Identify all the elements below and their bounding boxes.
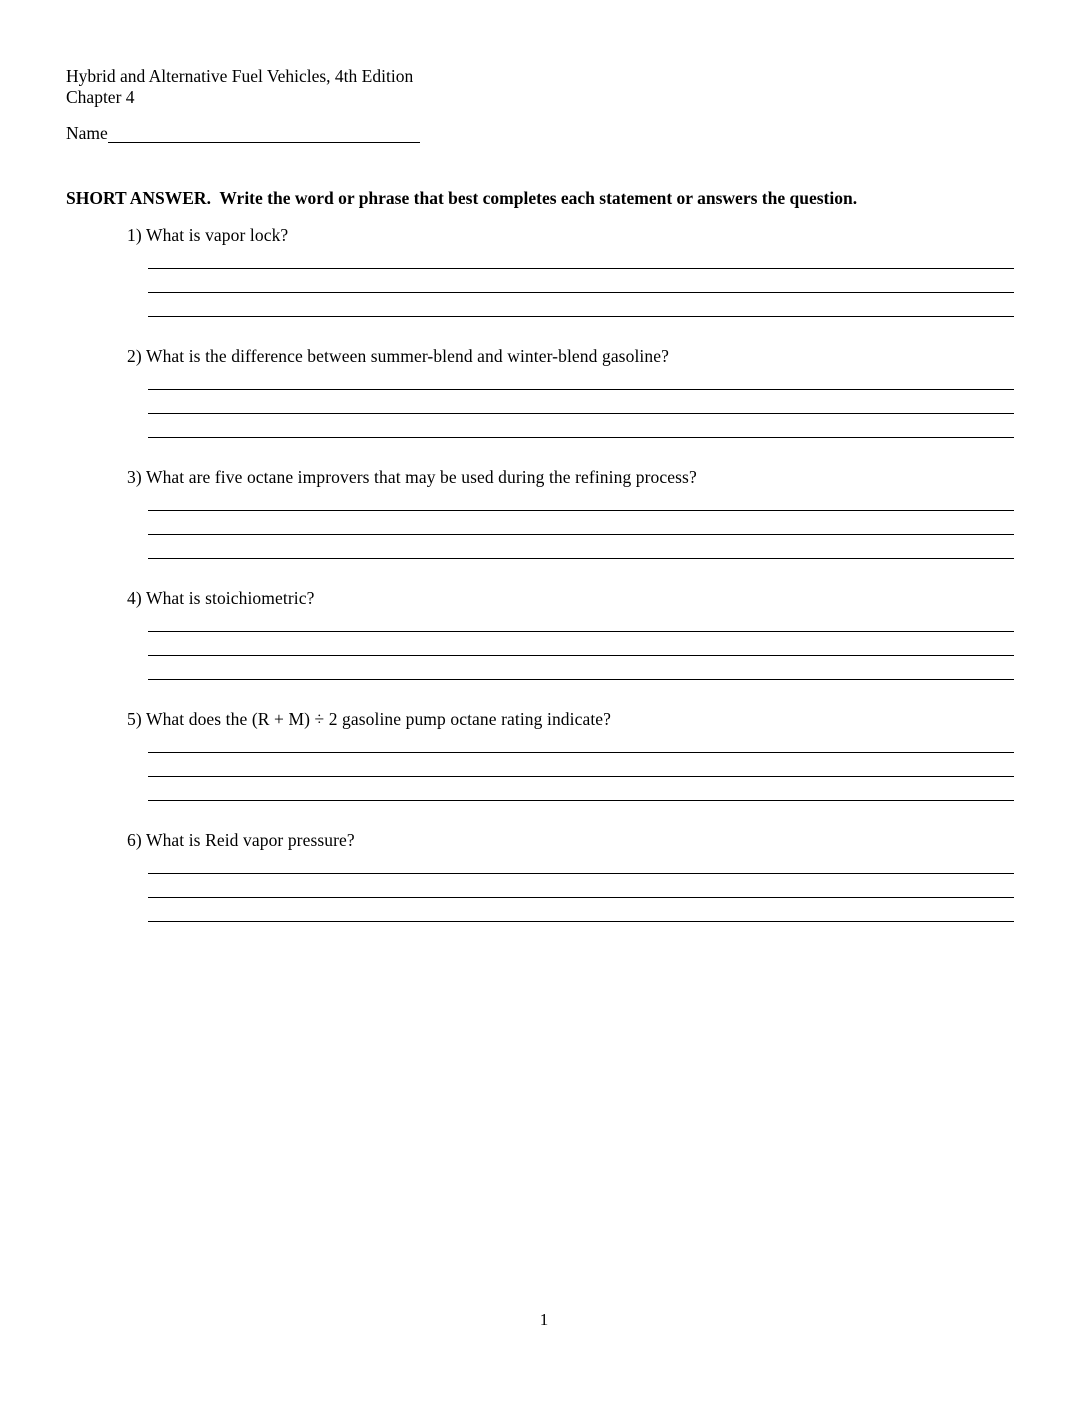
answer-line bbox=[148, 487, 1014, 511]
question-text: What is stoichiometric? bbox=[145, 588, 315, 608]
answer-line bbox=[148, 269, 1014, 293]
answer-line bbox=[148, 729, 1014, 753]
answer-lines bbox=[148, 487, 1014, 559]
question-block bbox=[0, 588, 1088, 680]
answer-line bbox=[148, 293, 1014, 317]
question-number: 6) bbox=[127, 830, 142, 850]
document-header bbox=[66, 0, 1088, 108]
question-text: What does the (R + M) ÷ 2 gasoline pump octane rating indicate? bbox=[145, 709, 612, 729]
question-text: What is Reid vapor pressure? bbox=[145, 830, 355, 850]
answer-line bbox=[148, 874, 1014, 898]
question-number: 4) bbox=[127, 588, 142, 608]
questions-list bbox=[0, 225, 1088, 922]
question-block bbox=[0, 830, 1088, 922]
section-instructions: SHORT ANSWER. Write the word or phrase that best completes each statement or answers the question. bbox=[66, 188, 858, 208]
question-block bbox=[0, 709, 1088, 801]
question-number: 3) bbox=[127, 467, 142, 487]
answer-line bbox=[148, 245, 1014, 269]
question-text: What is the difference between summer-blend and winter-blend gasoline? bbox=[145, 346, 669, 366]
answer-lines bbox=[148, 366, 1014, 438]
answer-lines bbox=[148, 245, 1014, 317]
answer-line bbox=[148, 390, 1014, 414]
answer-line bbox=[148, 608, 1014, 632]
question-block bbox=[0, 467, 1088, 559]
question-block bbox=[0, 346, 1088, 438]
name-label: Name bbox=[66, 123, 108, 143]
name-blank-line bbox=[108, 124, 420, 143]
answer-line bbox=[148, 366, 1014, 390]
question-text: What is vapor lock? bbox=[145, 225, 289, 245]
question-text: What are five octane improvers that may be used during the refining process? bbox=[145, 467, 697, 487]
page-number: 1 bbox=[539, 1310, 549, 1329]
answer-line bbox=[148, 898, 1014, 922]
answer-lines bbox=[148, 850, 1014, 922]
question-block bbox=[0, 225, 1088, 317]
answer-line bbox=[148, 632, 1014, 656]
answer-line bbox=[148, 753, 1014, 777]
document-title: Hybrid and Alternative Fuel Vehicles, 4th Edition bbox=[66, 66, 414, 86]
answer-line bbox=[148, 656, 1014, 680]
chapter-label: Chapter 4 bbox=[66, 87, 135, 107]
question-number: 1) bbox=[127, 225, 142, 245]
answer-lines bbox=[148, 729, 1014, 801]
answer-line bbox=[148, 511, 1014, 535]
answer-line bbox=[148, 777, 1014, 801]
question-number: 2) bbox=[127, 346, 142, 366]
question-number: 5) bbox=[127, 709, 142, 729]
answer-line bbox=[148, 850, 1014, 874]
answer-lines bbox=[148, 608, 1014, 680]
answer-line bbox=[148, 414, 1014, 438]
name-row bbox=[66, 123, 1088, 143]
answer-line bbox=[148, 535, 1014, 559]
